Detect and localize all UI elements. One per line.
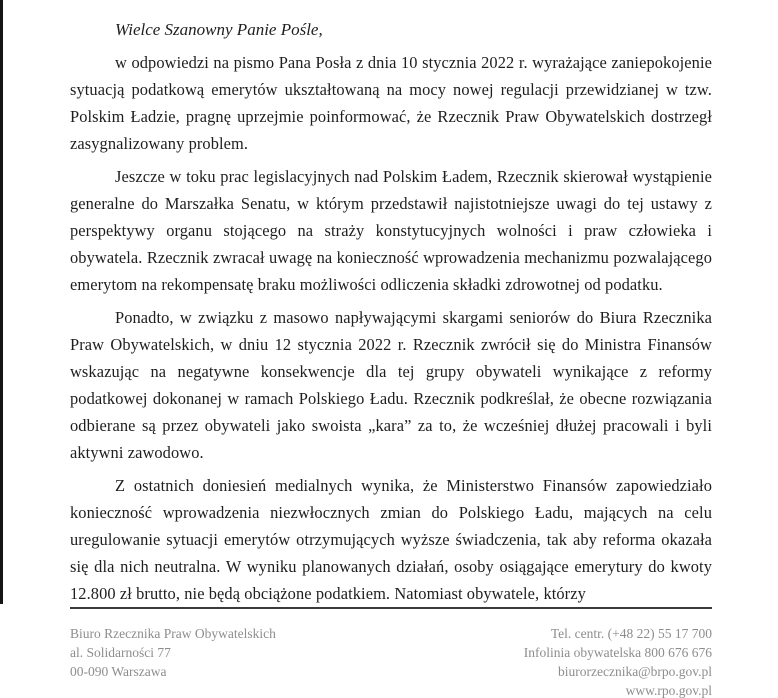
letter-paragraph-2: Jeszcze w toku prac legislacyjnych nad Polskim Ładem, Rzecznik skierował wystąpienie generalne do Marszałka Senatu, w którym przedstawił najistotniejsze uwagi do tej ustawy z perspektywy organu stojącego na straży konstytucyjnych wolności i praw człowieka i obywatela. Rzecznik zwracał uwagę na konieczność wprowadzenia mechanizmu pozwalającego emerytom na rekompensatę braku możliwości odliczenia składki zdrowotnej od podatku. [70, 167, 712, 294]
footer-email: biurorzecznika@brpo.gov.pl [557, 664, 712, 679]
footer-street: al. Solidarności 77 [70, 645, 171, 660]
letter-body [70, 16, 712, 613]
scan-edge-artifact [0, 0, 3, 604]
letter-paragraph-4: Z ostatnich doniesień medialnych wynika, że Ministerstwo Finansów zapowiedziało konieczność wprowadzenia niezwłocznych zmian do Polskiego Ładu, mających na celu uregulowanie sytuacji emerytów otrzymujących wyższe świadczenia, tak aby reforma okazała się dla nich neutralna. W wyniku planowanych działań, osoby osiągające emerytury do kwoty 12.800 zł brutto, nie będą obciążone podatkiem. Natomiast obywatele, którzy [70, 476, 712, 603]
letter-paragraph-3: Ponadto, w związku z masowo napływającymi skargami seniorów do Biura Rzecznika Praw Obywatelskich, w dniu 12 stycznia 2022 r. Rzecznik zwrócił się do Ministra Finansów wskazując na negatywne konsekwencje dla tej grupy obywateli wynikające z reformy podatkowej dokonanej w ramach Polskiego Ładu. Rzecznik podkreślał, że obecne rozwiązania odbierane są przez obywateli jako swoista „kara” za to, że wcześniej dłużej pracowali i byli aktywni zawodowo. [70, 308, 712, 462]
footer-office-name: Biuro Rzecznika Praw Obywatelskich [70, 626, 276, 641]
footer-phone: Tel. centr. (+48 22) 55 17 700 [550, 626, 712, 641]
footer-address-block [70, 624, 276, 681]
letterhead-footer [70, 607, 712, 698]
footer-helpline: Infolinia obywatelska 800 676 676 [523, 645, 712, 660]
letter-salutation: Wielce Szanowny Panie Pośle, [115, 20, 323, 39]
footer-website: www.rpo.gov.pl [625, 683, 712, 698]
letter-paragraph-1: w odpowiedzi na pismo Pana Posła z dnia 10 stycznia 2022 r. wyrażające zaniepokojenie sytuacją podatkową emerytów ukształtowaną na mocy nowej regulacji przewidzianej w tzw. Polskim Ładzie, pragnę uprzejmie poinformować, że Rzecznik Praw Obywatelskich dostrzegł zasygnalizowany problem. [70, 53, 712, 153]
footer-contact-block [524, 624, 712, 698]
footer-city: 00-090 Warszawa [70, 664, 167, 679]
